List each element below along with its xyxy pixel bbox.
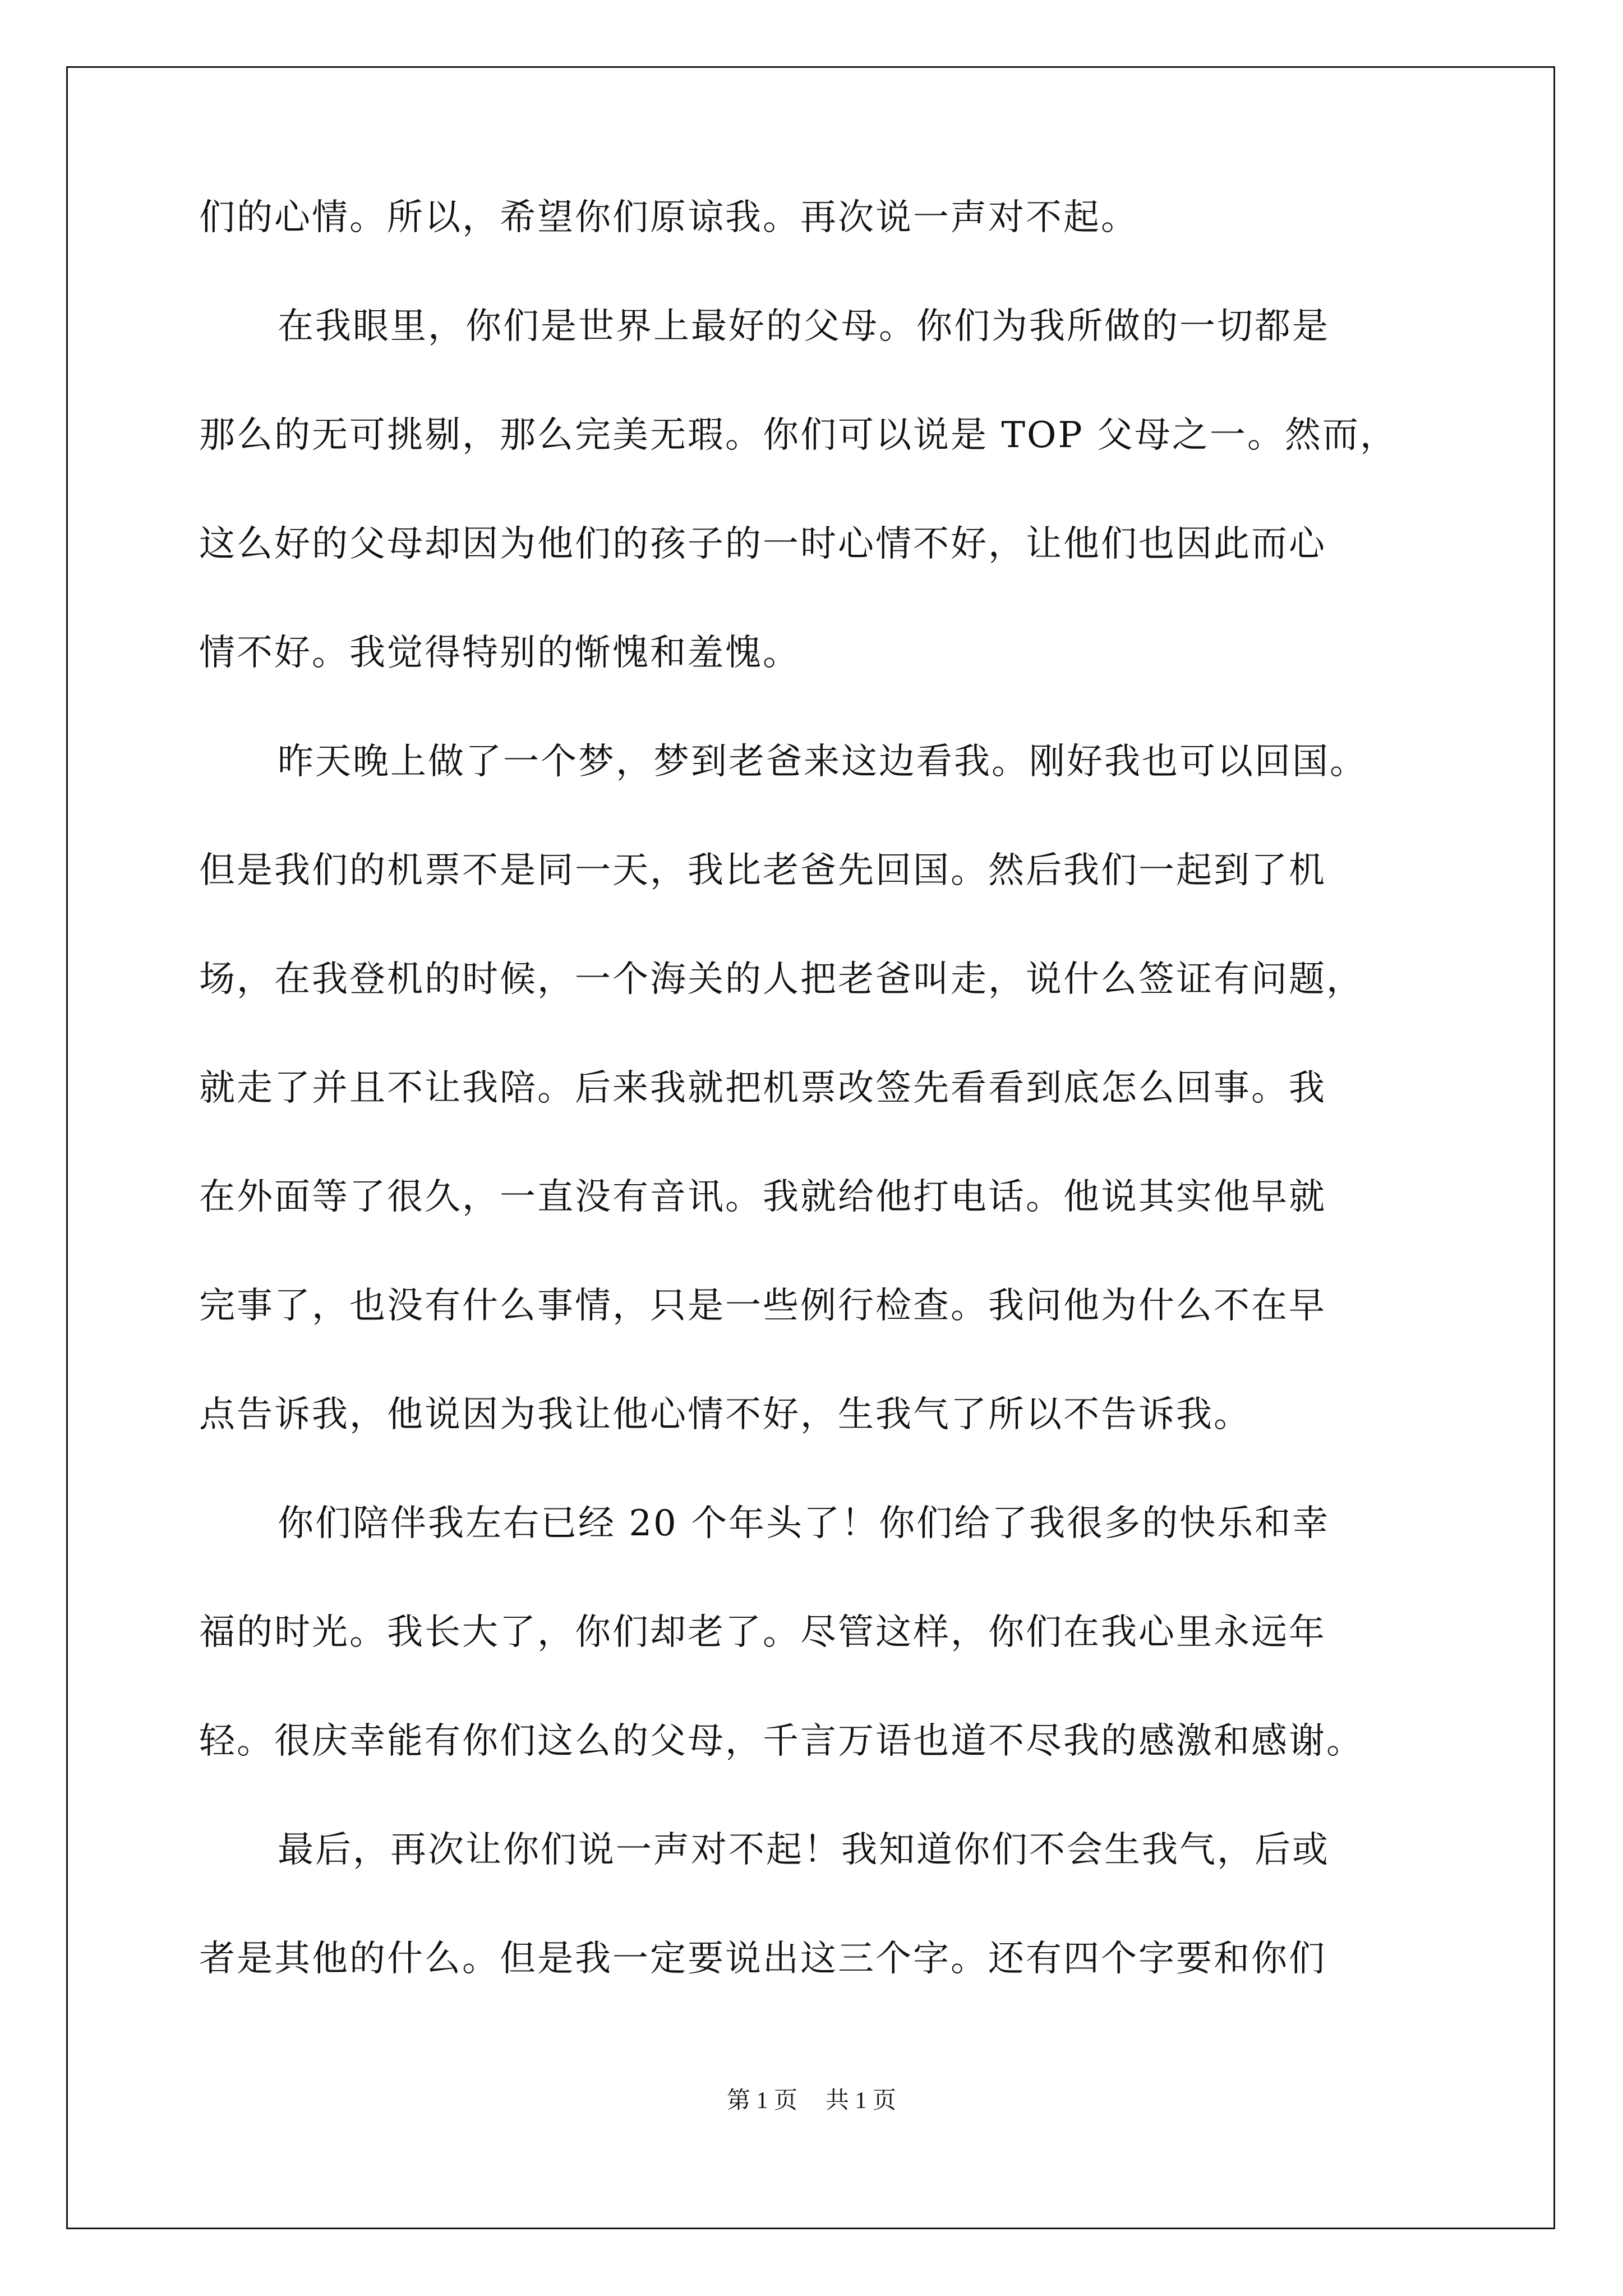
text-line: 们的心情。所以，希望你们原谅我。再次说一声对不起。 <box>199 197 1138 238</box>
text-line: 你们陪伴我左右已经 20 个年头了！你们给了我很多的快乐和幸 <box>278 1503 1330 1544</box>
text-line: 但是我们的机票不是同一天，我比老爸先回国。然后我们一起到了机 <box>199 850 1326 891</box>
text-line: 在我眼里，你们是世界上最好的父母。你们为我所做的一切都是 <box>278 306 1330 347</box>
text-line: 昨天晚上做了一个梦，梦到老爸来这边看我。刚好我也可以回国。 <box>278 741 1367 783</box>
text-line: 福的时光。我长大了，你们却老了。尽管这样，你们在我心里永远年 <box>199 1612 1326 1653</box>
text-line: 在外面等了很久，一直没有音讯。我就给他打电话。他说其实他早就 <box>199 1176 1326 1218</box>
page-number: 第 1 页 <box>726 2088 797 2114</box>
page-border <box>66 66 1555 2229</box>
text-line: 轻。很庆幸能有你们这么的父母，千言万语也道不尽我的感激和感谢。 <box>199 1720 1364 1762</box>
text-line: 那么的无可挑剔，那么完美无瑕。你们可以说是 TOP 父母之一。然而， <box>199 415 1398 456</box>
text-line: 这么好的父母却因为他们的孩子的一时心情不好，让他们也因此而心 <box>199 523 1326 565</box>
text-line: 情不好。我觉得特别的惭愧和羞愧。 <box>199 632 800 674</box>
text-line: 完事了，也没有什么事情，只是一些例行检查。我问他为什么不在早 <box>199 1285 1326 1327</box>
text-line: 者是其他的什么。但是我一定要说出这三个字。还有四个字要和你们 <box>199 1938 1326 1980</box>
text-line: 就走了并且不让我陪。后来我就把机票改签先看看到底怎么回事。我 <box>199 1068 1326 1109</box>
text-line: 最后，再次让你们说一声对不起！我知道你们不会生我气，后或 <box>278 1829 1330 1871</box>
page-footer <box>0 2084 1623 2118</box>
page-total: 共 1 页 <box>826 2088 897 2114</box>
text-line: 点告诉我，他说因为我让他心情不好，生我气了所以不告诉我。 <box>199 1394 1251 1435</box>
text-line: 场，在我登机的时候，一个海关的人把老爸叫走，说什么签证有问题， <box>199 959 1364 1000</box>
